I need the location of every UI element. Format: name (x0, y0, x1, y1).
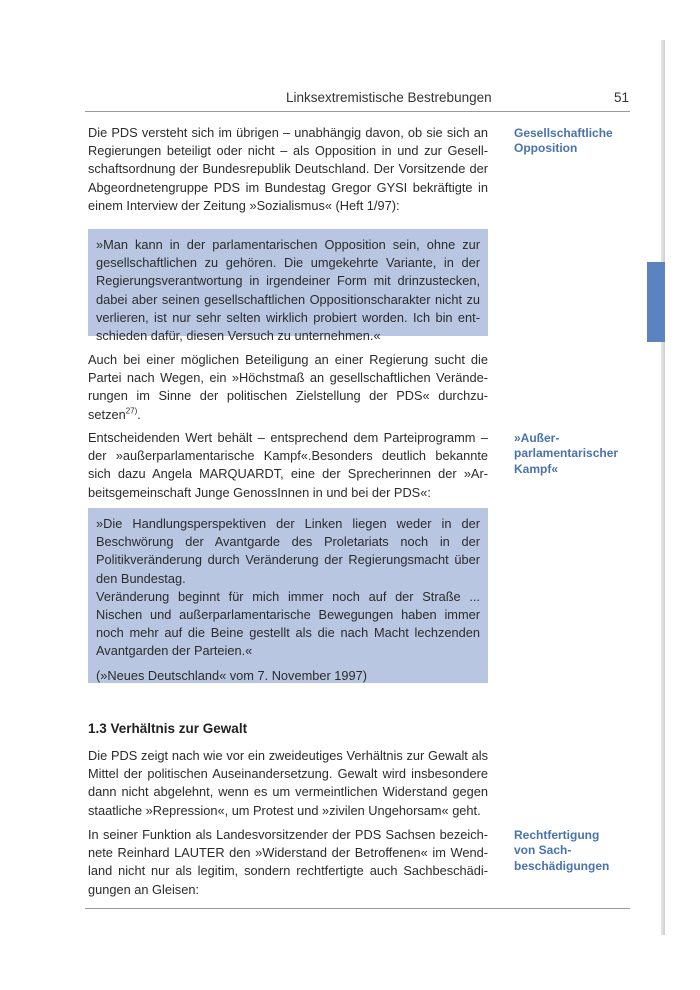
quote-box-gysi (88, 229, 488, 344)
quote-marquardt-part1: »Die Handlungsperspektiven der Linken liegen weder in der Beschwörung der Avantgarde des Proletariats noch in der Politikveränderung durch Veränderung der Regierungsmacht über den Bundestag. (96, 516, 480, 586)
header-rule (85, 111, 630, 112)
paragraph-regierungsbeteiligung (88, 351, 488, 424)
page-number: 51 (614, 90, 630, 105)
quote-gysi-text: »Man kann in der parlamentarischen Opposition sein, ohne zur gesellschaftlichen zu gehören. Die umgekehrte Variante, in der Regierungsverantwortung in irgendeiner Form mit drinzustecken, dabei aber seinen gesellschaftlichen Oppositionscharakter nicht zu verlieren, ist nur sehr selten wirklich probiert worden. Ich bin entschieden dafür, diesen Versuch zu unternehmen.« (96, 237, 480, 344)
paragraph-regierungsbeteiligung-text: Auch bei einer möglichen Beteiligung an einer Regierung sucht die Partei nach Wegen, ein »Höchstmaß an gesellschaftlichen Veränderungen im Sinne der politischen Zielstellung der PDS« durchzusetzen (88, 352, 488, 422)
quote-marquardt-part2: Veränderung beginnt für mich immer noch auf der Straße ... Nischen und außerparlamentarische Bewegungen haben immer noch mehr auf die Beine gestellt als die nach Macht lechzenden Avantgarden der Parteien.« (96, 588, 480, 659)
page-edge-shadow (661, 40, 665, 935)
side-note-gesellschaftliche-opposition: Gesellschaftliche Opposition (514, 126, 613, 156)
footer-rule (85, 908, 630, 909)
footnote-reference: 27) (125, 406, 138, 416)
quote-marquardt-source: (»Neues Deutschland« vom 7. November 1997) (96, 667, 368, 683)
side-note-rechtfertigung: Rechtfertigung von Sach- beschädigungen (514, 828, 610, 873)
paragraph-gewalt: Die PDS zeigt nach wie vor ein zweideutiges Verhältnis zur Gewalt als Mittel der politischen Auseinandersetzung. Gewalt wird insbesondere dann nicht abgelehnt, wenn es um vermeintlichen Widerstand gegen staatliche »Repression«, um Protest und »zivilen Ungehorsam« geht. (88, 748, 488, 818)
paragraph-lauter: In seiner Funktion als Landesvorsitzender der PDS Sachsen bezeichnete Reinhard LAUTER den »Widerstand der Betroffenen« im Wendland nicht nur als legitim, sondern rechtfertigte auch Sachbeschädigungen an Gleisen: (88, 827, 488, 897)
paragraph-opposition: Die PDS versteht sich im übrigen – unabhängig davon, ob sie sich an Regierungen beteiligt oder nicht – als Opposition in und zur Gesellschaftsordnung der Bundesrepublik Deutschland. Der Vorsitzende der Abgeordnetengruppe PDS im Bundestag Gregor GYSI bekräftigte in einem Interview der Zeitung »Sozialismus« (Heft 1/97): (88, 125, 488, 213)
quote-box-marquardt (88, 508, 488, 683)
side-note-ausserparlamentarischer-kampf: »Außer- parlamentarischer Kampf« (514, 431, 619, 476)
chapter-tab-marker (647, 262, 665, 342)
section-heading: 1.3 Verhältnis zur Gewalt (88, 721, 248, 736)
paragraph-end-punctuation: . (137, 406, 141, 422)
paragraph-ausserparlamentarisch: Entscheidenden Wert behält – entsprechend dem Parteiprogramm – der »außerparlamentarische Kampf«.Besonders deutlich bekannte sich dazu Angela MARQUARDT, eine der Sprecherinnen der »Arbeitsgemeinschaft Junge GenossInnen in und bei der PDS«: (88, 430, 488, 500)
running-head: Linksextremistische Bestrebungen (286, 90, 492, 105)
